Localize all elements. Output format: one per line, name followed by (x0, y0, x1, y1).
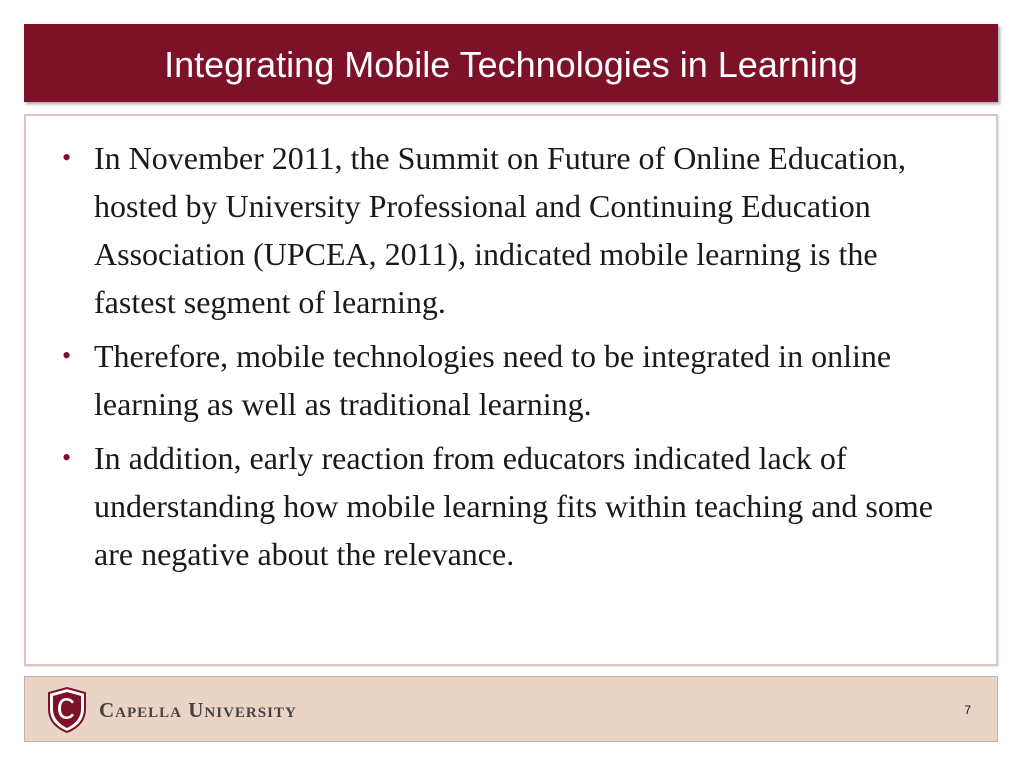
bullet-marker: • (62, 443, 72, 472)
content-box (24, 114, 998, 666)
bullet-item-integration (62, 332, 962, 428)
capella-logo (47, 687, 297, 733)
slide-title: Integrating Mobile Technologies in Learning (164, 44, 858, 85)
footer-bar (24, 676, 998, 742)
page-number: 7 (964, 703, 971, 717)
bullet-marker: • (62, 341, 72, 370)
bullet-marker: • (62, 143, 72, 172)
bullet-list (62, 134, 962, 584)
title-bar (24, 24, 998, 102)
bullet-text: In November 2011, the Summit on Future of Online Education, hosted by University Professional and Continuing Education Association (UPCEA, 2011), indicated mobile learning is the fastest segment of learning. (94, 140, 907, 320)
bullet-item-summit (62, 134, 962, 326)
bullet-text: Therefore, mobile technologies need to be integrated in online learning as well as traditional learning. (94, 338, 892, 422)
bullet-item-educators (62, 434, 962, 578)
bullet-text: In addition, early reaction from educators indicated lack of understanding how mobile learning fits within teaching and some are negative about the relevance. (94, 440, 933, 572)
capella-shield-icon (47, 687, 87, 733)
logo-wordmark: Capella University (99, 697, 297, 722)
